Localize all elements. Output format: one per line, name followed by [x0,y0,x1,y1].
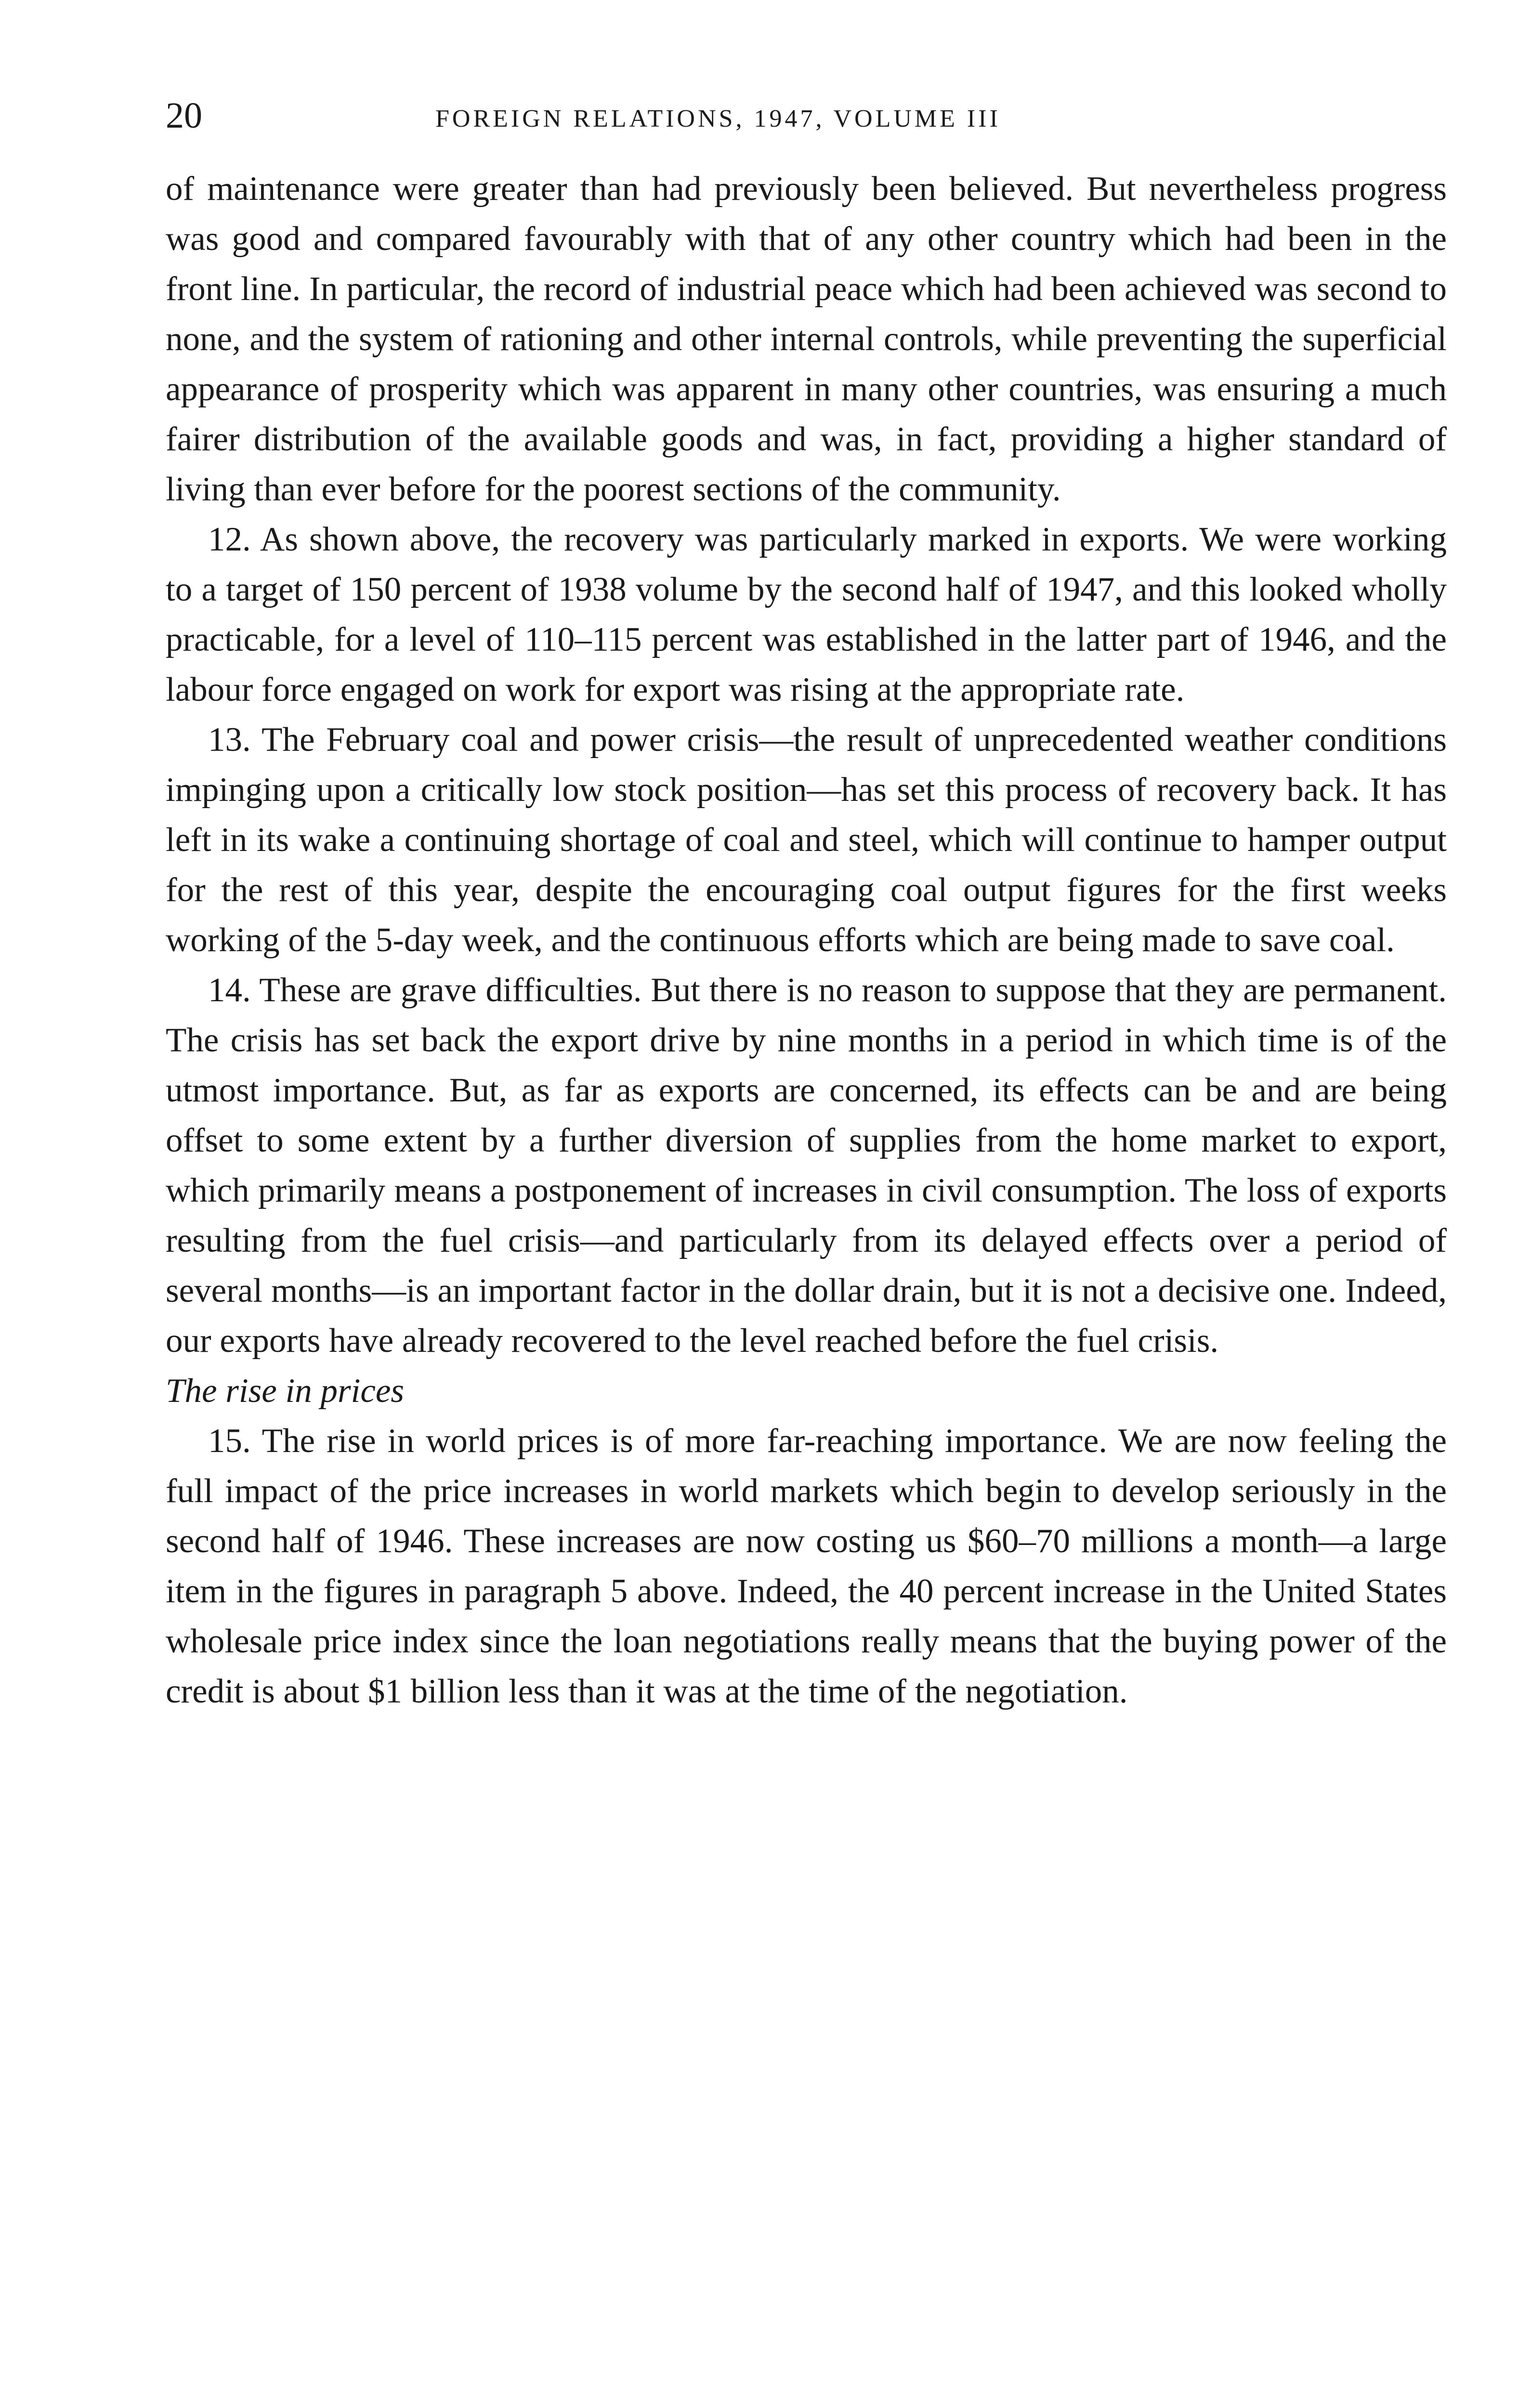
paragraph-14: 14. These are grave difficulties. But there is no reason to suppose that they are permanent. The crisis has set back the export drive by nine months in a period in which time is of the utmost importance. But, as far as exports are concerned, its effects can be and are being offset to some extent by a further diversion of supplies from the home market to export, which primarily means a postponement of increases in civil consumption. The loss of exports resulting from the fuel crisis—and particularly from its delayed effects over a period of several months—is an important factor in the dollar drain, but it is not a decisive one. Indeed, our exports have already recovered to the level reached before the fuel crisis. [166,971,1447,1360]
section-heading: The rise in prices [166,1372,404,1410]
page-number: 20 [166,95,202,136]
paragraph-15: 15. The rise in world prices is of more far-reaching importance. We are now feeling the full impact of the price increases in world markets which begin to develop seriously in the second half of 1946. These increases are now costing us $60–70 millions a month—a large item in the figures in paragraph 5 above. Indeed, the 40 percent increase in the United States wholesale price index since the loan negotiations really means that the buying power of the credit is about $1 billion less than it was at the time of the negotiation. [166,1422,1447,1710]
document-page [166,92,1447,1716]
paragraph-13: 13. The February coal and power crisis—the result of unprecedented weather conditions impinging upon a critically low stock position—has set this process of recovery back. It has left in its wake a continuing shortage of coal and steel, which will continue to hamper output for the rest of this year, despite the encouraging coal output figures for the first weeks working of the 5-day week, and the continuous efforts which are being made to save coal. [166,721,1447,959]
running-head [166,92,1447,144]
paragraph-12: 12. As shown above, the recovery was particularly marked in exports. We were working to a target of 150 percent of 1938 volume by the second half of 1947, and this looked wholly practicable, for a level of 110–115 percent was established in the latter part of 1946, and the labour force engaged on work for export was rising at the appropriate rate. [166,521,1447,708]
running-title: FOREIGN RELATIONS, 1947, VOLUME III [435,105,1001,132]
paragraph-continued: of maintenance were greater than had previously been believed. But nevertheless progress was good and compared favourably with that of any other country which had been in the front line. In particular, the record of industrial peace which had been achieved was second to none, and the system of rationing and other internal controls, while preventing the superficial appearance of prosperity which was apparent in many other countries, was ensuring a much fairer distribution of the available goods and was, in fact, providing a higher standard of living than ever before for the poorest sections of the community. [166,170,1447,508]
